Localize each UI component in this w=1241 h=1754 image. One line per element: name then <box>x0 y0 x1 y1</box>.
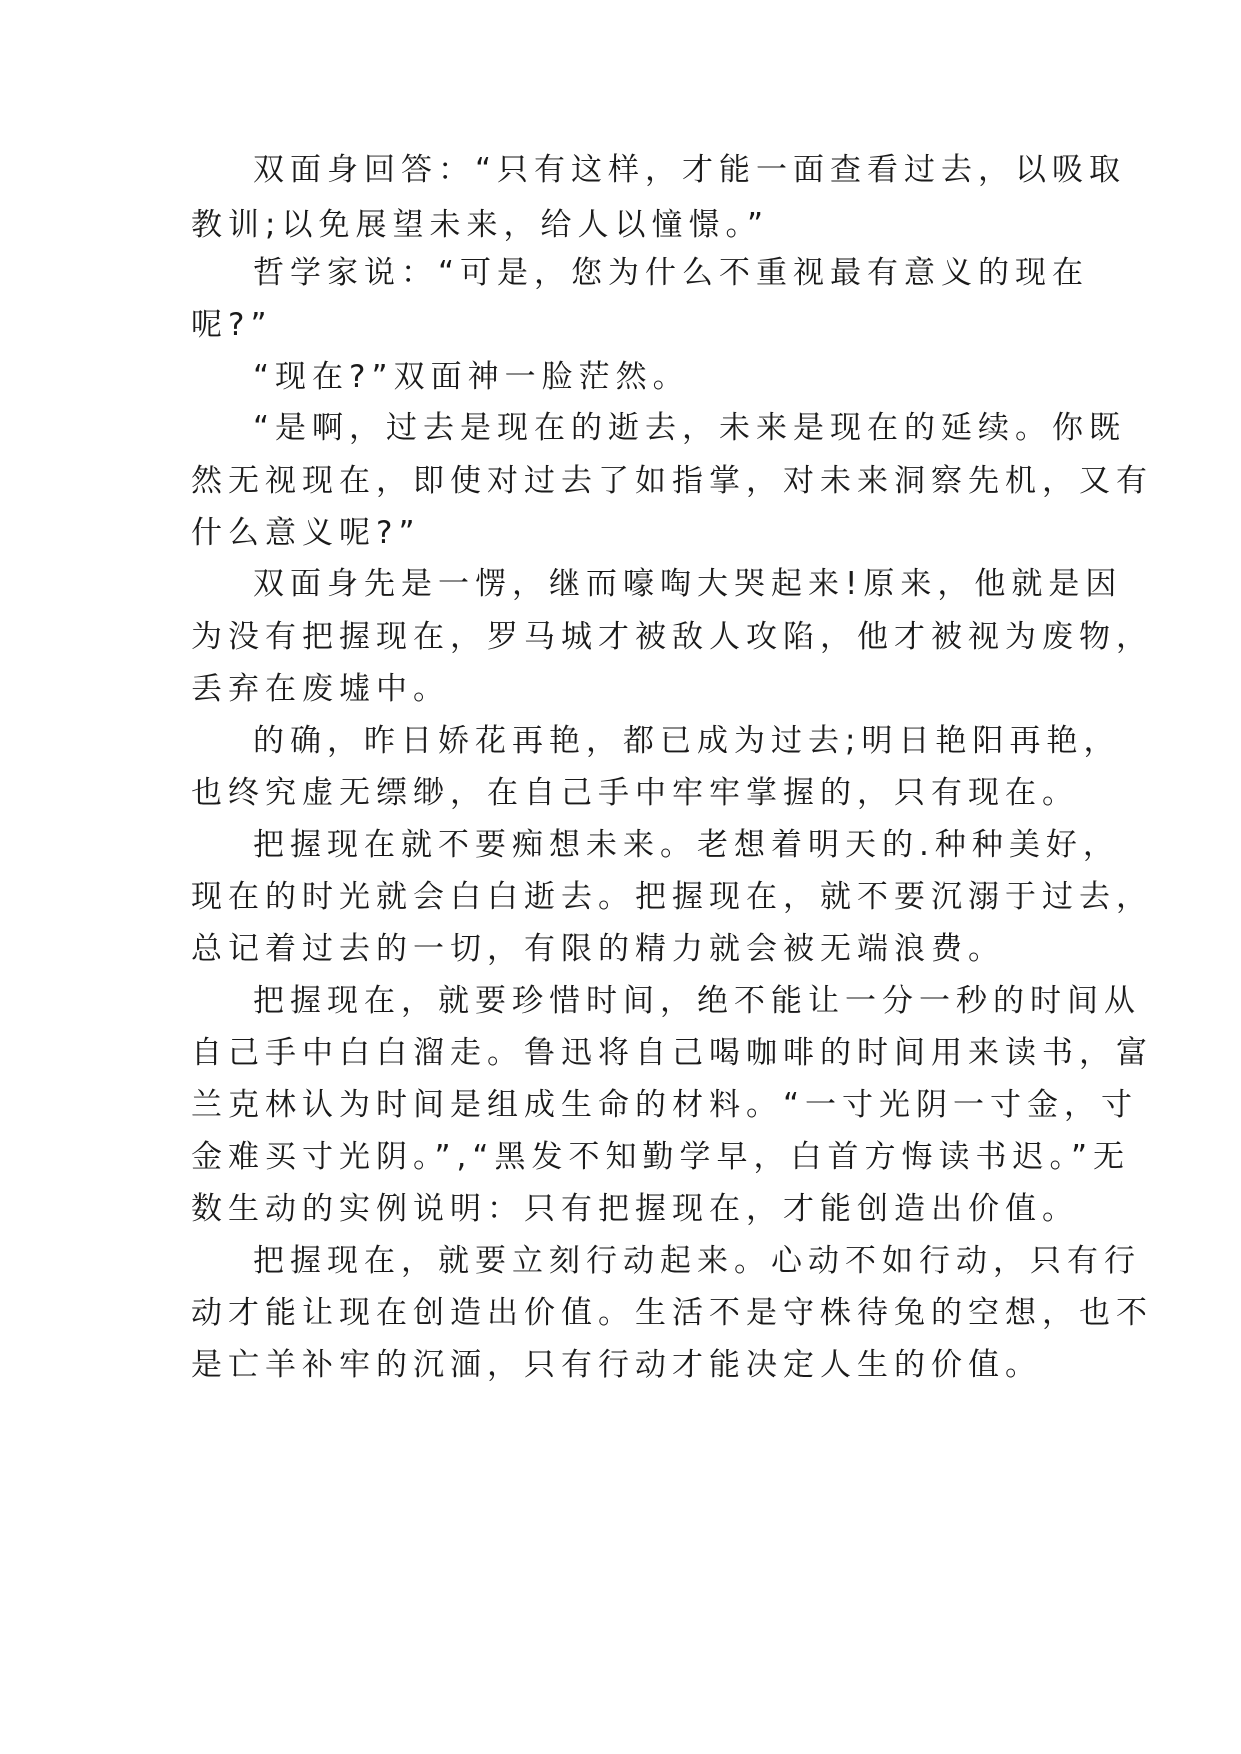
text-line: 自己手中白白溜走。鲁迅将自己喝咖啡的时间用来读书，富 <box>191 1035 1153 1071</box>
text-line: 数生动的实例说明：只有把握现在，才能创造出价值。 <box>191 1191 1079 1227</box>
text-line: 的确，昨日娇花再艳，都已成为过去;明日艳阳再艳， <box>253 723 1121 759</box>
text-line: 双面身回答：“只有这样，才能一面查看过去，以吸取 <box>253 152 1127 188</box>
text-line: 是亡羊补牢的沉湎，只有行动才能决定人生的价值。 <box>191 1347 1042 1383</box>
text-line: 把握现在，就要珍惜时间，绝不能让一分一秒的时间从 <box>253 983 1141 1019</box>
text-line: 然无视现在，即使对过去了如指掌，对未来洞察先机，又有 <box>191 463 1153 499</box>
text-line: 双面身先是一愣，继而嚎啕大哭起来!原来，他就是因 <box>253 566 1123 602</box>
text-line: 兰克林认为时间是组成生命的材料。“一寸光阴一寸金，寸 <box>191 1087 1139 1123</box>
text-line: 把握现在就不要痴想未来。老想着明天的.种种美好， <box>253 827 1120 863</box>
text-line: 现在的时光就会白白逝去。把握现在，就不要沉溺于过去， <box>191 879 1153 915</box>
text-line: 动才能让现在创造出价值。生活不是守株待兔的空想，也不 <box>191 1295 1153 1331</box>
text-line: 也终究虚无缥缈，在自己手中牢牢掌握的，只有现在。 <box>191 775 1079 811</box>
text-line: 呢?” <box>191 307 273 343</box>
text-line: 为没有把握现在，罗马城才被敌人攻陷，他才被视为废物， <box>191 619 1153 655</box>
text-line: 哲学家说：“可是，您为什么不重视最有意义的现在 <box>253 255 1090 291</box>
text-line: 什么意义呢?” <box>191 515 421 551</box>
text-line: “是啊，过去是现在的逝去，未来是现在的延续。你既 <box>253 410 1127 446</box>
text-line: 教训;以免展望未来，给人以憧憬。” <box>191 207 770 243</box>
text-line: “现在?”双面神一脸茫然。 <box>253 359 690 395</box>
text-line: 金难买寸光阴。”,“黑发不知勤学早，白首方悔读书迟。”无 <box>191 1139 1131 1175</box>
text-line: 把握现在，就要立刻行动起来。心动不如行动，只有行 <box>253 1243 1141 1279</box>
text-line: 丢弃在废墟中。 <box>191 671 450 707</box>
text-line: 总记着过去的一切，有限的精力就会被无端浪费。 <box>191 931 1005 967</box>
